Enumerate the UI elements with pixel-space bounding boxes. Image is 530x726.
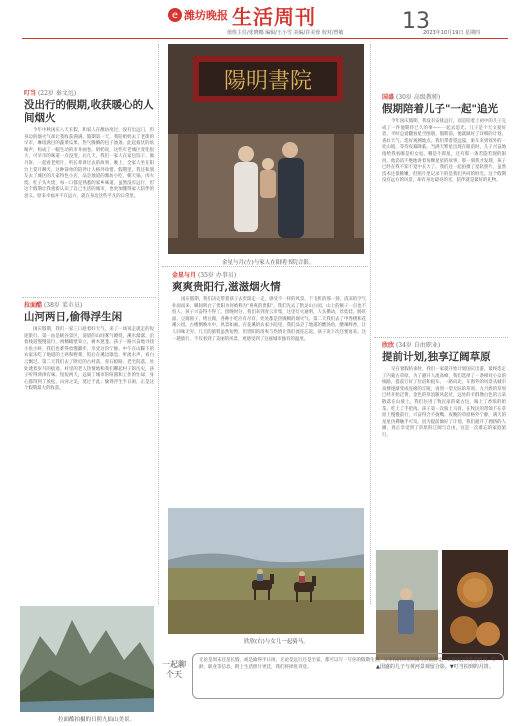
author-info: (30岁 高级教师) xyxy=(395,94,441,101)
divider xyxy=(162,266,368,267)
article-grassland-trip xyxy=(382,340,506,550)
article-headline: 提前计划,独享辽阔草原 xyxy=(382,351,491,363)
masthead xyxy=(0,0,530,40)
article-holiday-at-home xyxy=(24,88,154,294)
author-info: (35岁 办事员) xyxy=(197,272,237,279)
photo-caption: 金星与月(左)与家人在阳明书院合影。 xyxy=(222,260,315,266)
submission-call-box xyxy=(192,653,504,699)
newspaper-logo-icon: e xyxy=(168,8,182,22)
author-nickname: 叮当 xyxy=(24,90,37,97)
page-number: 13 xyxy=(402,9,430,34)
article-tag xyxy=(382,340,506,349)
edition-info: 值班主任/张晓娜 编辑/王小雪 美编/许美蓉 校对/曾敏 xyxy=(227,30,344,36)
author-info: (38岁 菜市员) xyxy=(43,302,83,309)
submission-call-text: 无论是周末还是长假，或是偷得半日闲，无论是远行还是宅家，都可以写一写你的假期生活，分享你的所见所闻与点滴感受。来稿请注明作者姓名、年龄、职业等信息，附上生活照片更佳，我们将择优刊登。 xyxy=(199,658,496,670)
article-tag xyxy=(382,92,506,101)
article-headline: 假期陪着儿子"一起"追光 xyxy=(382,103,498,115)
academy-plaque: 陽明書院 xyxy=(223,69,313,94)
article-headline: 山河两日,偷得浮生闲 xyxy=(24,311,123,323)
article-body: 国庆假期，我们决定带着孩子去贵阳走一走，感受不一样的风景。下飞机的那一刻，清凉的空气扑面而来，瞬间明白了贵阳为何被称为"爽爽的贵阳"。我们先去了黔灵山公园，山上的猴子一点也不怕人，孩子兴奋得不得了。傍晚时分，我们来到青云市集，这里灯火通明，人头攒动，丝娃娃、肠旺面、豆腐圆子、烤豆腐，各种小吃应有尽有，处处都是热腾腾的烟火气。第二天我们去了甲秀楼和花溪公园，古楼倒映水中，风景如画。在花溪的农家小院里，我们品尝了地道的酸汤鱼，酸辣鲜香，让人回味无穷。几天的旅程虽然短暂，但贵阳的清爽与热情让我们流连忘返，孩子说下次还要再来。这一趟旅行，不仅看到了美丽的风景，更感受到了这座城市独有的温度。 xyxy=(172,297,366,342)
article-body: 今年国庆假期，我没有安排远行，而是陪着上初中的儿子完成了一件他期待已久的事——一起去追光。儿子是个天文爱好者，平时总爱翻看星空图册。假期前，他就做好了详细的计划，查好天气、选好观测地点。我们带着望远镜，驱车来到郊外的一处山坡，等待夜幕降临。当满天繁星出现在眼前时，儿子兴奋地指给我看哪是织女星、哪是牛郎星，还有那一条若隐若现的银河。他滔滔不绝地讲着每颗星星的故事，那一刻我才发现，孩子已经在我不知不觉中长大了。我们还一起拍摄了星轨照片，虽然技术还很稚嫩，但照片里记录下的是我们共同的时光。这个假期没有远方的风景，却有身边最亮的光，陪伴就是最好的礼物。 xyxy=(382,119,506,184)
author-nickname: 国盛 xyxy=(382,94,395,101)
divider xyxy=(374,337,508,338)
article-body: 早在暑假结束时，我们一家就开始计划国庆出游，最终选定了内蒙古草原。为了避开人流高峰，我们选择了一条相对小众的线路，提前订好了住宿和租车。一路向北，车窗外的风景从城市高楼逐渐变成连绵的丘陵，再到一望无际的草原。九月底的草原已经开始泛黄，金色的草浪随风起伏，远处的羊群像白色的云朵散落在山坡上。我们住进了牧民家的蒙古包，喝上了香浓的奶茶，吃上了手把肉。孩子第一次骑上马背，在牧民的带领下在草原上慢慢前行，兴奋得合不拢嘴。夜晚的草原格外宁静，满天的星星仿佛触手可及。因为提前做好了计划，我们避开了拥挤的人潮，真正享受到了草原的辽阔与自由，这是一次难忘的家庭旅行。 xyxy=(382,367,506,438)
chat-together-label xyxy=(162,660,186,680)
grassland-horse-photo xyxy=(168,508,364,634)
photo-caption: 拉面酷拍摄的日照九仙山美景。 xyxy=(58,717,136,723)
mooncake-photo xyxy=(442,550,508,660)
mountain-landscape-photo xyxy=(20,606,154,712)
header-rule xyxy=(22,38,508,39)
author-nickname: 金星与月 xyxy=(172,272,197,279)
article-guiyang-trip xyxy=(172,270,366,504)
photo-caption: ▲国盛的儿子与黄河景观留合影。▼叮当拍到的月饼。 xyxy=(376,664,494,670)
article-tag xyxy=(24,88,154,97)
newspaper-name: 潍坊晚报 xyxy=(184,9,228,22)
article-tag xyxy=(24,300,154,309)
author-info: (22岁 秦文远) xyxy=(37,90,77,97)
article-chasing-light xyxy=(382,92,506,324)
article-body: 今年中秋国庆八天长假，和家人在潍坊度过，没有出远门，但身边的烟火气却让我收获满满。假期第一天，我陪奶奶去了老街的早市，琳琅满目的蔬菜瓜果、热气腾腾的包子油条、此起彼伏的吆喝声，构成了一幅生动的市井画卷。奶奶说，这些年老城区变化很大，可早市的味道一点没变。后几天，我们一家人在家包饺子、做月饼，一起看老照片，听长辈讲过去的故事。晚上，全家人坐在阳台上赏月聊天，这种简单的陪伴让人格外珍惜。假期里，我还和朋友去了城区的几家特色小店，品尝地道的潍坊小吃，朝天锅、肉火烧、杠子头火烧，每一口都是熟悉的家乡味道。虽然没有远行，但这个假期让我重新认识了自己生活的城市，也更加懂得家人陪伴的意义。原来幸福并不在远方，就在身边这些平凡的日常里。 xyxy=(24,128,154,199)
article-tag xyxy=(172,270,366,279)
author-info: (34岁 自由职业) xyxy=(395,342,441,349)
divider xyxy=(22,297,156,298)
son-yellow-river-photo xyxy=(376,550,438,660)
brand xyxy=(168,4,316,29)
article-body: 国庆假期，我们一家三口趁着好天气，来了一场说走就走的短途旅行。第一站是峡谷景区，清晨的山间雾气缭绕，溪水潺潺，沿着栈道慢慢前行，两侧峭壁耸立，树木葱茏。孩子一路兴奋地寻找小鱼小虾，我们也难得放慢脚步，享受这份宁静。中午在山脚下的农家乐吃了地道的土鸡和野菜，饭后在溪边歇息，听流水声，看白云飘过。第二天我们去了附近的古村落，青石板路、老宅院落，处处透着岁月的痕迹。村里的老人热情地和我们聊起村子的历史，孩子听得津津有味。短短两天，远离了城市的喧嚣和工作的忙碌，身心都得到了放松。山河之美，莫过于此；偷得浮生半日闲，正是这个假期最大的收获。 xyxy=(24,327,154,392)
article-headline: 没出行的假期,收获暖心的人间烟火 xyxy=(24,99,154,124)
column-divider xyxy=(370,44,371,604)
author-nickname: 拉面酷 xyxy=(24,302,43,309)
footer-side-label: 一起聊个天 xyxy=(162,660,186,679)
photo-caption: 欣欣(右)与女儿一起骑马。 xyxy=(244,639,309,645)
family-academy-photo xyxy=(168,44,364,254)
column-divider xyxy=(158,44,159,604)
article-mountains-trip xyxy=(24,300,154,605)
section-title: 生活周刊 xyxy=(232,4,316,29)
article-headline: 爽爽贵阳行,滋滋烟火情 xyxy=(172,281,281,293)
author-nickname: 欣欣 xyxy=(382,342,395,349)
publication-date: 2023年10月19日 星期四 xyxy=(423,30,481,36)
